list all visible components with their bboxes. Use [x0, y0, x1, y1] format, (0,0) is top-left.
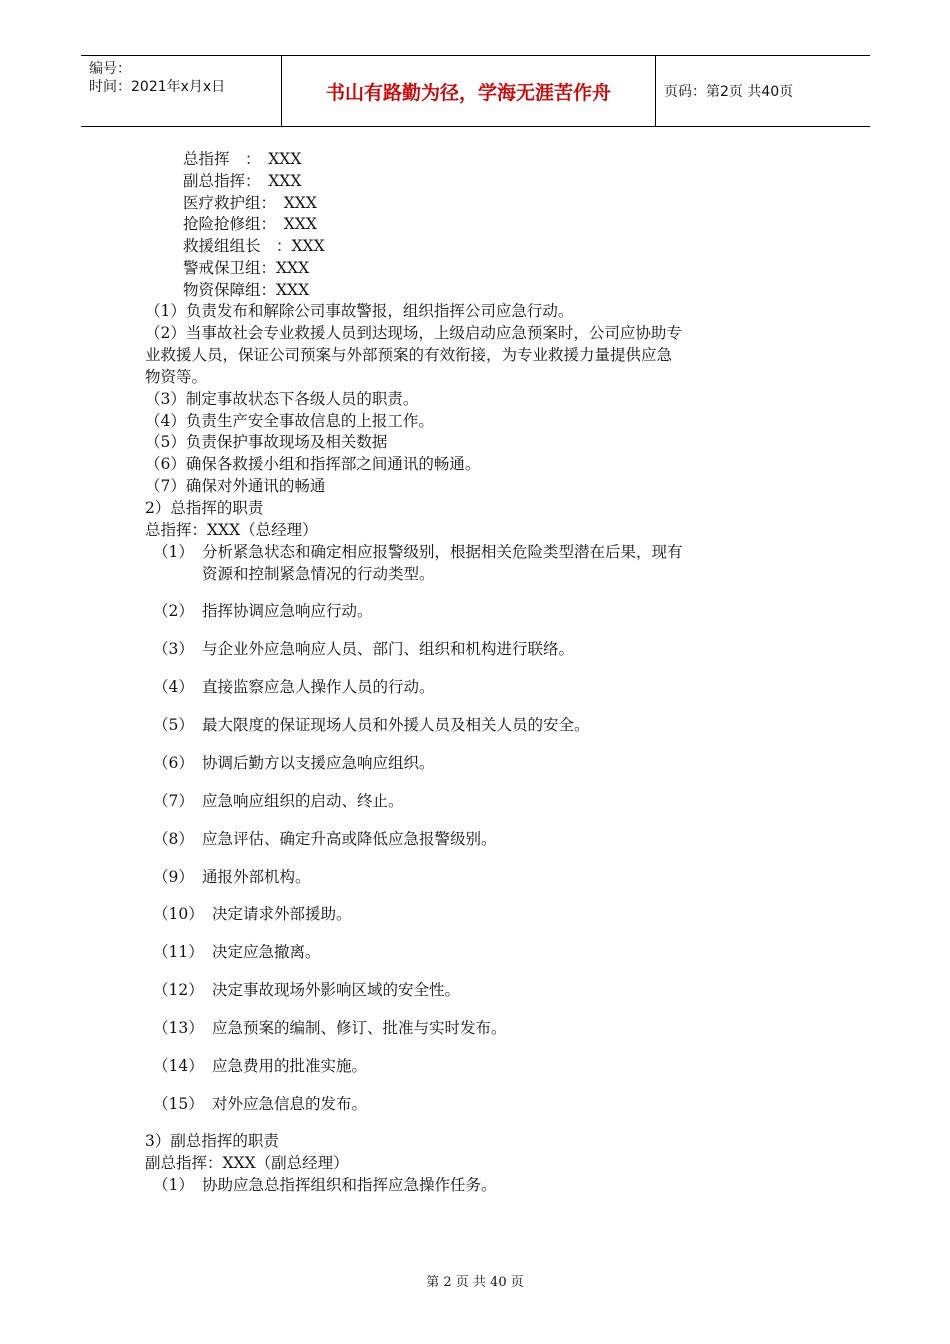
duty-line: （3）制定事故状态下各级人员的职责。: [145, 390, 419, 408]
list-item-text: 应急响应组织的启动、终止。: [202, 792, 404, 810]
duty-line: 物资等。: [145, 368, 208, 386]
list-item-text: 决定应急撤离。: [212, 943, 321, 961]
roster-line: 医疗救护组： XXX: [183, 194, 317, 212]
list-item-num: （10）: [153, 905, 204, 923]
roster-line: 物资保障组：XXX: [183, 281, 310, 299]
list-item-num: （6）: [153, 754, 194, 772]
list-item-num: （5）: [153, 716, 194, 734]
list-item-text: 协调后勤方以支援应急响应组织。: [202, 754, 435, 772]
header-divider: [655, 56, 656, 126]
duty-line: （5）负责保护事故现场及相关数据: [145, 433, 388, 451]
list-item-num: （15）: [153, 1095, 204, 1113]
list-item-num: （2）: [153, 602, 194, 620]
list-item-num: （9）: [153, 868, 194, 886]
list-item-num: （12）: [153, 981, 204, 999]
header-meta: [89, 60, 225, 96]
list-item-text: 应急费用的批准实施。: [212, 1057, 368, 1075]
duty-line: （7）确保对外通讯的畅通: [145, 477, 326, 495]
list-item-text: 对外应急信息的发布。: [212, 1095, 368, 1113]
list-item-text: 协助应急总指挥组织和指挥应急操作任务。: [202, 1176, 497, 1194]
roster-line: 抢险抢修组： XXX: [183, 215, 317, 233]
list-item-num: （13）: [153, 1019, 204, 1037]
list-item-text: 通报外部机构。: [202, 868, 311, 886]
section-heading: 3）副总指挥的职责: [145, 1132, 279, 1150]
roster-line: 救援组组长 ：XXX: [183, 237, 325, 255]
list-item-text: 应急评估、确定升高或降低应急报警级别。: [202, 830, 497, 848]
list-item-text: 决定事故现场外影响区域的安全性。: [212, 981, 461, 999]
list-item-num: （14）: [153, 1057, 204, 1075]
header-motto: 书山有路勤为径，学海无涯苦作舟: [325, 81, 611, 104]
header-page-info: 页码：第2页 共40页: [664, 84, 794, 100]
list-item-num: （11）: [153, 943, 204, 961]
list-item-num: （8）: [153, 830, 194, 848]
list-item-num: （1）: [153, 543, 194, 561]
duty-line: （2）当事故社会专业救援人员到达现场，上级启动应急预案时，公司应协助专: [145, 324, 682, 342]
list-item-text: 应急预案的编制、修订、批准与实时发布。: [212, 1019, 507, 1037]
section-subtitle: 总指挥：XXX（总经理）: [145, 521, 318, 539]
duty-line: （4）负责生产安全事故信息的上报工作。: [145, 412, 434, 430]
list-item-text: 与企业外应急响应人员、部门、组织和机构进行联络。: [202, 640, 575, 658]
section-subtitle: 副总指挥：XXX（副总经理）: [145, 1154, 349, 1172]
number-label: 编号：: [89, 61, 131, 77]
list-item-text: 指挥协调应急响应行动。: [202, 602, 373, 620]
roster-line: 总指挥 ： XXX: [183, 150, 302, 168]
list-item-text: 决定请求外部援助。: [212, 905, 352, 923]
time-label: 时间：2021年x月x日: [89, 79, 226, 95]
duty-line: （1）负责发布和解除公司事故警报，组织指挥公司应急行动。: [145, 302, 574, 320]
page-header: [81, 55, 870, 127]
list-item-text: 资源和控制紧急情况的行动类型。: [202, 565, 435, 583]
duty-line: 业救援人员，保证公司预案与外部预案的有效衔接，为专业救援力量提供应急: [145, 346, 673, 364]
roster-line: 副总指挥： XXX: [183, 172, 302, 190]
list-item-text: 直接监察应急人操作人员的行动。: [202, 678, 435, 696]
duty-line: （6）确保各救援小组和指挥部之间通讯的畅通。: [145, 455, 481, 473]
list-item-text: 分析紧急状态和确定相应报警级别，根据相关危险类型潜在后果，现有: [202, 543, 683, 561]
list-item-num: （7）: [153, 792, 194, 810]
list-item-num: （4）: [153, 678, 194, 696]
section-heading: 2）总指挥的职责: [145, 499, 264, 517]
list-item-num: （3）: [153, 640, 194, 658]
list-item-text: 最大限度的保证现场人员和外援人员及相关人员的安全。: [202, 716, 590, 734]
page-footer: 第 2 页 共 40 页: [426, 1275, 524, 1290]
list-item-num: （1）: [153, 1176, 194, 1194]
roster-line: 警戒保卫组：XXX: [183, 259, 310, 277]
